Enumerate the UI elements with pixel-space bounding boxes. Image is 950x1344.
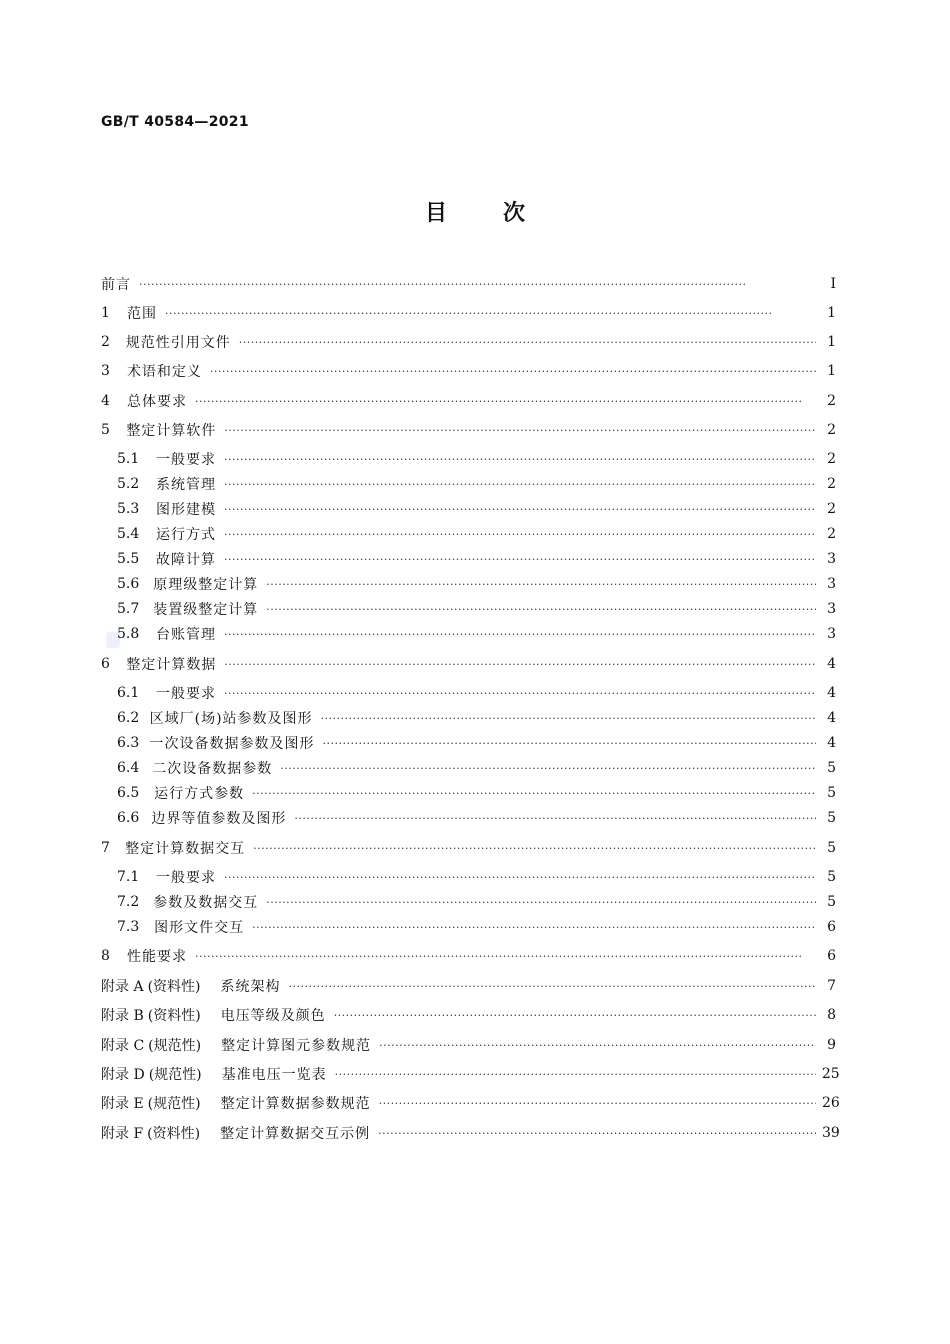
- toc-number: 6.6: [117, 810, 140, 826]
- toc-page: 5: [827, 810, 836, 826]
- toc-number: 6.1: [117, 685, 140, 701]
- leader-dots: [321, 712, 816, 725]
- toc-page: 9: [827, 1037, 836, 1053]
- toc-label: 运行方式参数: [154, 786, 245, 802]
- toc-page: 4: [827, 710, 836, 726]
- toc-number: 5.8: [117, 626, 140, 642]
- leader-dots: [280, 762, 816, 775]
- leader-dots: [224, 687, 816, 700]
- toc-page: 6: [827, 919, 836, 935]
- toc-number: 7.2: [117, 894, 140, 910]
- appendix-number: 附录 C: [101, 1038, 145, 1054]
- appendix-number: 附录 B: [101, 1008, 144, 1024]
- page-title: [0, 196, 950, 227]
- leader-dots: [224, 553, 816, 566]
- leader-dots: [224, 478, 816, 491]
- toc-label: 整定计算软件: [126, 423, 217, 439]
- toc-subentry[interactable]: [117, 891, 836, 913]
- appendix-label: 电压等级及颜色: [220, 1008, 326, 1024]
- toc-label: 一般要求: [155, 452, 216, 468]
- toc-entry[interactable]: [101, 419, 836, 441]
- toc-label: 图形建模: [155, 502, 216, 518]
- toc-subentry[interactable]: [117, 498, 836, 520]
- toc-page: 2: [827, 476, 836, 492]
- appendix-number: 附录 D: [101, 1067, 145, 1083]
- toc-page: 25: [821, 1066, 840, 1082]
- appendix-label: 整定计算数据交互示例: [220, 1126, 371, 1142]
- toc-number: 4: [101, 393, 110, 409]
- toc-label: 台账管理: [155, 627, 216, 643]
- toc-label: 整定计算数据: [126, 657, 217, 673]
- leader-dots: [165, 307, 816, 320]
- appendix-number: 附录 A: [101, 979, 144, 995]
- toc-page: 4: [827, 685, 836, 701]
- toc-number: 5.6: [117, 576, 140, 592]
- toc-number: 1: [101, 305, 110, 321]
- toc-number: 5.3: [117, 501, 140, 517]
- toc-page: 7: [827, 978, 836, 994]
- toc-number: 7.1: [117, 869, 140, 885]
- toc-subentry[interactable]: [117, 448, 836, 470]
- toc-label: 术语和定义: [126, 364, 202, 380]
- appendix-category: (规范性): [148, 1038, 202, 1054]
- toc-entry[interactable]: [101, 331, 836, 353]
- leader-dots: [224, 424, 816, 437]
- toc-page: 5: [827, 869, 836, 885]
- toc-page: Ⅰ: [830, 276, 836, 292]
- toc-page: 2: [827, 526, 836, 542]
- leader-dots: [224, 503, 816, 516]
- toc-subentry[interactable]: [117, 682, 836, 704]
- leader-dots: [252, 787, 816, 800]
- title-char-1: 目: [424, 201, 447, 226]
- toc-page: 3: [827, 626, 836, 642]
- toc-number: 2: [101, 334, 110, 350]
- toc-page: 4: [827, 735, 836, 751]
- leader-dots: [252, 921, 816, 934]
- toc-number: 5.1: [117, 451, 140, 467]
- toc-page: 2: [827, 393, 836, 409]
- toc-subentry[interactable]: [117, 598, 836, 620]
- toc-subentry[interactable]: [117, 623, 836, 645]
- toc-appendix[interactable]: [101, 975, 836, 997]
- toc-label: 区域厂(场)站参数及图形: [149, 711, 313, 727]
- toc-subentry[interactable]: [117, 707, 836, 729]
- toc-number: 3: [101, 363, 110, 379]
- toc-label: 图形文件交互: [154, 920, 245, 936]
- toc-page: 3: [827, 551, 836, 567]
- toc-subentry[interactable]: [117, 573, 836, 595]
- appendix-label: 整定计算数据参数规范: [220, 1096, 371, 1112]
- toc-appendix[interactable]: [101, 1034, 836, 1056]
- toc-label: 参数及数据交互: [153, 895, 259, 911]
- toc-page: 1: [827, 334, 836, 350]
- toc-label: 一般要求: [155, 686, 216, 702]
- toc-number: 5.7: [117, 601, 140, 617]
- leader-dots: [253, 842, 816, 855]
- toc-entry[interactable]: [101, 360, 836, 382]
- toc-label: 故障计算: [155, 552, 216, 568]
- toc-page: 3: [827, 576, 836, 592]
- title-char-2: 次: [503, 201, 526, 226]
- toc-page: 8: [827, 1007, 836, 1023]
- leader-dots: [224, 628, 816, 641]
- leader-dots: [224, 658, 816, 671]
- leader-dots: [266, 896, 816, 909]
- toc-subentry[interactable]: [117, 548, 836, 570]
- appendix-label: 基准电压一览表: [221, 1067, 327, 1083]
- toc-subentry[interactable]: [117, 757, 836, 779]
- toc-number: 7.3: [117, 919, 140, 935]
- standard-code: GB/T 40584—2021: [101, 114, 249, 130]
- leader-dots: [379, 1039, 816, 1052]
- toc-appendix[interactable]: [101, 1063, 840, 1085]
- toc-subentry[interactable]: [117, 866, 836, 888]
- toc-subentry[interactable]: [117, 782, 836, 804]
- toc-page: 5: [827, 894, 836, 910]
- leader-dots: [239, 336, 816, 349]
- toc-entry[interactable]: [101, 302, 836, 324]
- appendix-category: (规范性): [148, 1067, 202, 1083]
- toc-label: 前言: [101, 277, 131, 293]
- appendix-number: 附录 F: [101, 1126, 144, 1142]
- leader-dots: [266, 603, 816, 616]
- toc-label: 总体要求: [127, 394, 187, 410]
- toc-label: 原理级整定计算: [153, 577, 259, 593]
- toc-entry[interactable]: [101, 390, 836, 412]
- toc-number: 5.4: [117, 526, 140, 542]
- leader-dots: [195, 950, 816, 963]
- toc-appendix[interactable]: [101, 1092, 840, 1114]
- toc-number: 7: [101, 840, 110, 856]
- toc-label: 系统管理: [155, 477, 216, 493]
- toc-page: 5: [827, 760, 836, 776]
- toc-label: 一般要求: [155, 870, 216, 886]
- toc-page: 1: [827, 363, 836, 379]
- toc-label: 装置级整定计算: [153, 602, 259, 618]
- toc-number: 6.2: [117, 710, 140, 726]
- leader-dots: [378, 1127, 816, 1140]
- toc-number: 5.5: [117, 551, 140, 567]
- leader-dots: [335, 1068, 816, 1081]
- toc-page: 2: [827, 422, 836, 438]
- toc-entry-foreword[interactable]: [101, 273, 836, 295]
- appendix-label: 系统架构: [220, 979, 281, 995]
- appendix-number: 附录 E: [101, 1096, 144, 1112]
- toc-page: 1: [827, 305, 836, 321]
- appendix-category: (资料性): [147, 1126, 201, 1142]
- toc-subentry[interactable]: [117, 523, 836, 545]
- toc-label: 整定计算数据交互: [125, 841, 246, 857]
- toc-label: 一次设备数据参数及图形: [149, 736, 315, 752]
- toc-page: 39: [822, 1125, 840, 1141]
- leader-dots: [289, 980, 817, 993]
- toc-page: 6: [827, 948, 836, 964]
- toc-page: 5: [827, 840, 836, 856]
- toc-subentry[interactable]: [117, 807, 836, 829]
- leader-dots: [139, 278, 816, 291]
- toc-page: 4: [827, 656, 836, 672]
- appendix-label: 整定计算图元参数规范: [221, 1038, 372, 1054]
- toc-subentry[interactable]: [117, 916, 836, 938]
- toc-number: 5: [101, 422, 110, 438]
- toc-number: 6.5: [117, 785, 140, 801]
- toc-page: 2: [827, 501, 836, 517]
- toc-entry[interactable]: [101, 653, 836, 675]
- toc-label: 二次设备数据参数: [152, 761, 273, 777]
- toc-label: 范围: [127, 306, 157, 322]
- toc-number: 6.4: [117, 760, 140, 776]
- toc-label: 性能要求: [127, 949, 187, 965]
- leader-dots: [294, 812, 816, 825]
- toc-page: 3: [827, 601, 836, 617]
- leader-dots: [224, 528, 816, 541]
- toc-number: 8: [101, 948, 110, 964]
- leader-dots: [224, 871, 816, 884]
- leader-dots: [210, 365, 816, 378]
- leader-dots: [195, 395, 816, 408]
- toc-entry[interactable]: [101, 945, 836, 967]
- toc-label: 边界等值参数及图形: [151, 811, 287, 827]
- toc-appendix[interactable]: [101, 1122, 840, 1144]
- leader-dots: [334, 1009, 816, 1022]
- appendix-category: (规范性): [147, 1096, 201, 1112]
- leader-dots: [379, 1097, 816, 1110]
- toc-page: 5: [827, 785, 836, 801]
- leader-dots: [266, 578, 816, 591]
- appendix-category: (资料性): [147, 979, 201, 995]
- toc-number: 6.3: [117, 735, 140, 751]
- leader-dots: [224, 453, 816, 466]
- toc-label: 规范性引用文件: [125, 335, 231, 351]
- toc-page: 26: [822, 1095, 840, 1111]
- toc-number: 5.2: [117, 476, 140, 492]
- toc-page: 2: [827, 451, 836, 467]
- toc-label: 运行方式: [155, 527, 216, 543]
- toc-entry[interactable]: [101, 837, 836, 859]
- toc-subentry[interactable]: [117, 732, 836, 754]
- toc-subentry[interactable]: [117, 473, 836, 495]
- leader-dots: [323, 737, 817, 750]
- toc-number: 6: [101, 656, 110, 672]
- appendix-category: (资料性): [147, 1008, 201, 1024]
- toc-appendix[interactable]: [101, 1004, 836, 1026]
